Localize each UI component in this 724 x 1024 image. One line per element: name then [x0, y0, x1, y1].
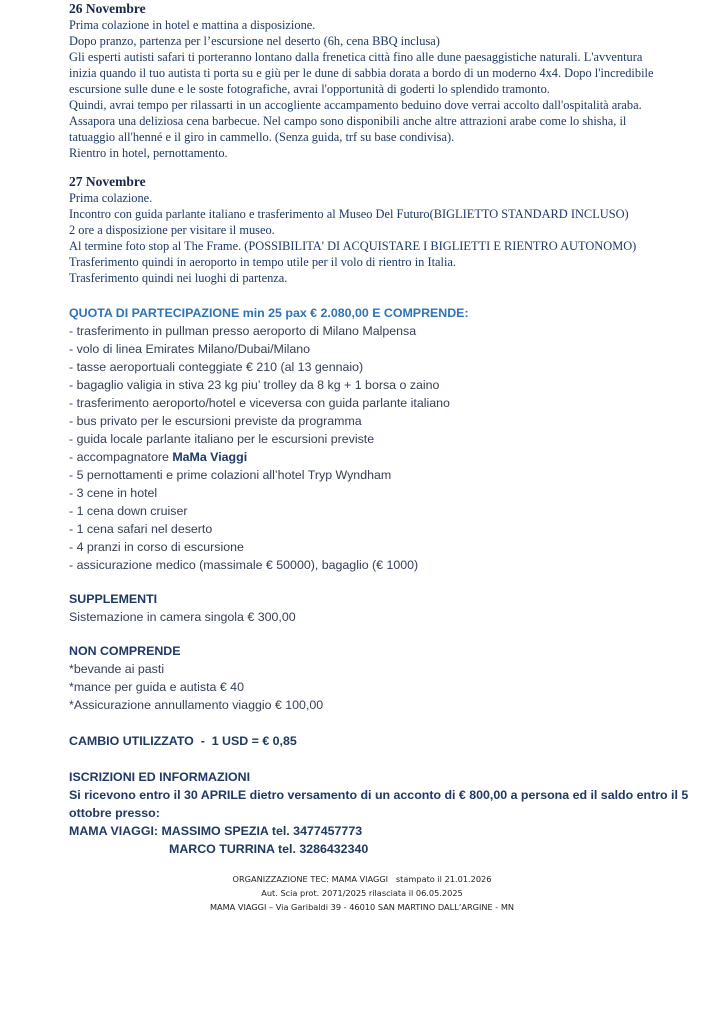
non-comprende-section [69, 642, 669, 714]
non-comprende-heading: NON COMPRENDE [69, 644, 181, 658]
included-item: - 1 cena safari nel deserto [69, 522, 213, 536]
excluded-item: *mance per guida e autista € 40 [69, 680, 244, 694]
quota-heading: QUOTA DI PARTECIPAZIONE min 25 pax € 2.080,00 E COMPRENDE: [69, 306, 469, 320]
included-item-accompagnatore [69, 448, 669, 466]
day-26-section [69, 0, 669, 161]
footer-line: MAMA VIAGGI – Via Garibaldi 39 - 46010 SAN MARTINO DALL’ARGINE - MN [209, 902, 515, 912]
exchange-rate: CAMBIO UTILIZZATO - 1 USD = € 0,85 [69, 734, 297, 748]
included-item: - bus privato per le escursioni previste da programma [69, 414, 362, 428]
day-title: 27 Novembre [69, 174, 146, 189]
included-item: - tasse aeroportuali conteggiate € 210 (al 13 gennaio) [69, 360, 364, 374]
agency-name: MaMa Viaggi [172, 450, 248, 464]
contact-line: MAMA VIAGGI: MASSIMO SPEZIA tel. 3477457773 [69, 824, 363, 838]
iscrizioni-heading: ISCRIZIONI ED INFORMAZIONI [69, 770, 251, 784]
footer [0, 872, 724, 914]
supplementi-section [69, 590, 669, 626]
included-item: - 5 pernottamenti e prime colazioni all’hotel Tryp Wyndham [69, 468, 392, 482]
day-line: Incontro con guida parlante italiano e trasferimento al Museo Del Futuro(BIGLIETTO STANDARD INCLUSO) [69, 207, 629, 221]
exchange-rate-section [69, 732, 669, 750]
included-item: - bagaglio valigia in stiva 23 kg piu’ trolley da 8 kg + 1 borsa o zaino [69, 378, 440, 392]
day-27-section [69, 173, 669, 286]
included-item: - 1 cena down cruiser [69, 504, 188, 518]
footer-line: Aut. Scia prot. 2071/2025 rilasciata il 06.05.2025 [261, 888, 463, 898]
excluded-item: *bevande ai pasti [69, 662, 165, 676]
day-line: Dopo pranzo, partenza per l’escursione nel deserto (6h, cena BBQ inclusa) [69, 34, 440, 48]
footer-line: ORGANIZZAZIONE TEC: MAMA VIAGGI stampato il 21.01.2026 [232, 874, 492, 884]
iscrizioni-text: Si ricevono entro il 30 APRILE dietro versamento di un acconto di € 800,00 a persona ed il saldo entro il 5 ottobre presso: [69, 788, 689, 820]
accompagnatore-label: - accompagnatore [69, 450, 173, 464]
day-line: 2 ore a disposizione per visitare il museo. [69, 223, 275, 237]
day-line: Rientro in hotel, pernottamento. [69, 146, 228, 160]
included-item: - 3 cene in hotel [69, 486, 158, 500]
included-item: - trasferimento in pullman presso aeroporto di Milano Malpensa [69, 324, 417, 338]
included-item: - volo di linea Emirates Milano/Dubai/Milano [69, 342, 311, 356]
day-line: Trasferimento quindi nei luoghi di partenza. [69, 271, 288, 285]
excluded-item: *Assicurazione annullamento viaggio € 100,00 [69, 698, 324, 712]
day-paragraph: Gli esperti autisti safari ti porteranno lontano dalla frenetica città fino alle dune paesaggistiche naturali. L'avventura inizia quando il tuo autista ti porta su e giù per le dune di sabbia dorata a bordo di un moderno 4x4. Dopo l'incredibile escursione sulle dune e le soste fotografiche, avrai l'opportunità di goderti lo splendido tramonto. [69, 50, 654, 96]
day-line: Prima colazione. [69, 191, 153, 205]
day-line: Trasferimento quindi in aeroporto in tempo utile per il volo di rientro in Italia. [69, 255, 457, 269]
included-item: - trasferimento aeroporto/hotel e viceversa con guida parlante italiano [69, 396, 450, 410]
day-line: Prima colazione in hotel e mattina a disposizione. [69, 18, 316, 32]
supplement-item: Sistemazione in camera singola € 300,00 [69, 610, 296, 624]
included-item: - guida locale parlante italiano per le escursioni previste [69, 432, 375, 446]
quota-section [69, 304, 669, 574]
included-item: - 4 pranzi in corso di escursione [69, 540, 244, 554]
contact-line: MARCO TURRINA tel. 3286432340 [169, 842, 369, 856]
iscrizioni-section [69, 768, 689, 858]
day-paragraph: Quindi, avrai tempo per rilassarti in un accogliente accampamento beduino dove verrai accolto dall'ospitalità araba. Assapora una deliziosa cena barbecue. Nel campo sono disponibili anche altre attrazioni arabe come lo shisha, il tatuaggio all'henné e il giro in cammello. (Senza guida, trf su base condivisa). [69, 98, 642, 144]
supplementi-heading: SUPPLEMENTI [69, 592, 158, 606]
included-item: - assicurazione medico (massimale € 50000), bagaglio (€ 1000) [69, 558, 419, 572]
day-title: 26 Novembre [69, 1, 146, 16]
day-line: Al termine foto stop al The Frame. (POSSIBILITA' DI ACQUISTARE I BIGLIETTI E RIENTRO AUTONOMO) [69, 239, 637, 253]
